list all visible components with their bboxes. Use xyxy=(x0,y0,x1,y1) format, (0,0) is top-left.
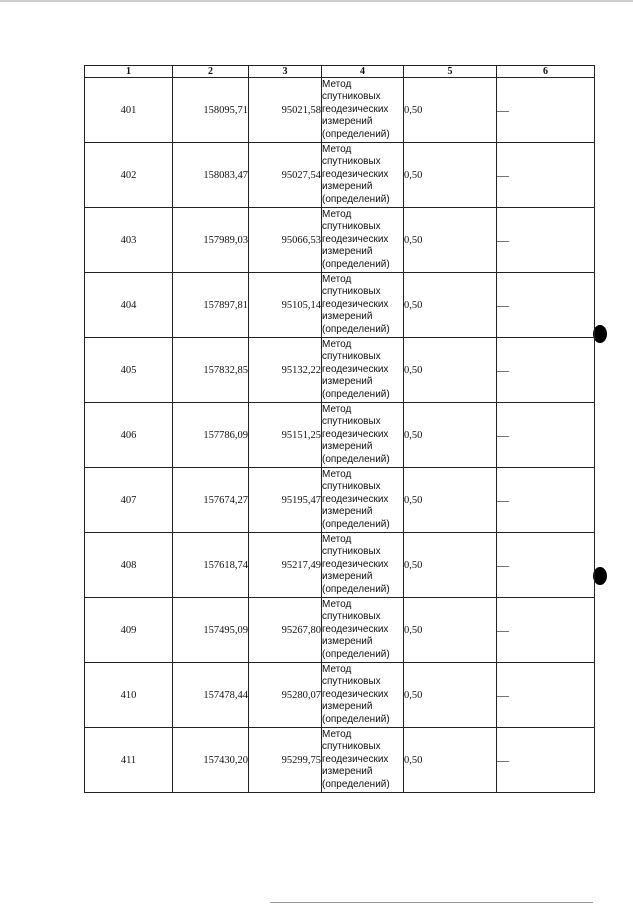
y-coordinate-cell: 95132,22 xyxy=(249,338,322,403)
method-text-line: спутниковых xyxy=(322,611,381,623)
note-cell: — xyxy=(497,728,595,793)
method-cell xyxy=(322,533,404,598)
accuracy-cell: 0,50 xyxy=(404,78,497,143)
x-coordinate-cell: 157430,20 xyxy=(173,728,249,793)
method-text-line: измерений xyxy=(322,571,373,583)
note-cell: — xyxy=(497,663,595,728)
note-cell: — xyxy=(497,403,595,468)
point-number-cell: 401 xyxy=(85,78,173,143)
method-text-line: спутниковых xyxy=(322,741,381,753)
method-text-line: (определений) xyxy=(322,778,390,790)
page-top-edge xyxy=(0,0,633,2)
y-coordinate-cell: 95217,49 xyxy=(249,533,322,598)
note-cell: — xyxy=(497,468,595,533)
method-text-line: Метод xyxy=(322,598,352,610)
accuracy-cell: 0,50 xyxy=(404,338,497,403)
method-text-line: измерений xyxy=(322,636,373,648)
y-coordinate-cell: 95195,47 xyxy=(249,468,322,533)
accuracy-cell: 0,50 xyxy=(404,598,497,663)
method-text-line: измерений xyxy=(322,311,373,323)
method-text-line: (определений) xyxy=(322,583,390,595)
method-text-line: (определений) xyxy=(322,453,390,465)
column-header: 2 xyxy=(173,66,249,78)
method-text-line: спутниковых xyxy=(322,286,381,298)
method-text-line: измерений xyxy=(322,246,373,258)
y-coordinate-cell: 95299,75 xyxy=(249,728,322,793)
scan-hole-mark xyxy=(593,567,607,585)
note-cell: — xyxy=(497,533,595,598)
point-number-cell: 410 xyxy=(85,663,173,728)
y-coordinate-cell: 95105,14 xyxy=(249,273,322,338)
accuracy-cell: 0,50 xyxy=(404,468,497,533)
accuracy-cell: 0,50 xyxy=(404,273,497,338)
method-cell xyxy=(322,78,404,143)
table-row xyxy=(85,403,595,468)
method-cell xyxy=(322,728,404,793)
note-cell: — xyxy=(497,598,595,663)
table-header-row xyxy=(85,66,595,78)
method-text-line: Метод xyxy=(322,728,352,740)
method-text-line: геодезических xyxy=(322,363,389,375)
method-text-line: (определений) xyxy=(322,258,390,270)
method-text-line: измерений xyxy=(322,376,373,388)
method-text-line: Метод xyxy=(322,338,352,350)
method-text-line: (определений) xyxy=(322,193,390,205)
method-cell xyxy=(322,663,404,728)
method-text-line: Метод xyxy=(322,468,352,480)
y-coordinate-cell: 95027,54 xyxy=(249,143,322,208)
x-coordinate-cell: 157832,85 xyxy=(173,338,249,403)
method-text-line: спутниковых xyxy=(322,546,381,558)
x-coordinate-cell: 158083,47 xyxy=(173,143,249,208)
point-number-cell: 406 xyxy=(85,403,173,468)
table-row xyxy=(85,663,595,728)
column-header: 1 xyxy=(85,66,173,78)
method-text-line: измерений xyxy=(322,116,373,128)
method-cell xyxy=(322,598,404,663)
method-text-line: геодезических xyxy=(322,168,389,180)
method-text-line: спутниковых xyxy=(322,221,381,233)
method-text-line: спутниковых xyxy=(322,91,381,103)
accuracy-cell: 0,50 xyxy=(404,663,497,728)
table-row xyxy=(85,208,595,273)
coordinates-table xyxy=(84,65,595,793)
method-text-line: спутниковых xyxy=(322,351,381,363)
method-text-line: измерений xyxy=(322,766,373,778)
x-coordinate-cell: 157495,09 xyxy=(173,598,249,663)
y-coordinate-cell: 95267,80 xyxy=(249,598,322,663)
method-text-line: геодезических xyxy=(322,688,389,700)
method-text-line: геодезических xyxy=(322,623,389,635)
x-coordinate-cell: 157897,81 xyxy=(173,273,249,338)
table-row xyxy=(85,598,595,663)
method-text-line: геодезических xyxy=(322,753,389,765)
x-coordinate-cell: 157989,03 xyxy=(173,208,249,273)
y-coordinate-cell: 95151,25 xyxy=(249,403,322,468)
point-number-cell: 405 xyxy=(85,338,173,403)
column-header: 6 xyxy=(497,66,595,78)
x-coordinate-cell: 157786,09 xyxy=(173,403,249,468)
page-bottom-edge xyxy=(270,902,593,903)
method-text-line: (определений) xyxy=(322,323,390,335)
note-cell: — xyxy=(497,78,595,143)
scan-hole-mark xyxy=(593,325,607,343)
table-row xyxy=(85,533,595,598)
method-text-line: геодезических xyxy=(322,558,389,570)
column-header: 3 xyxy=(249,66,322,78)
method-text-line: (определений) xyxy=(322,713,390,725)
table-row xyxy=(85,273,595,338)
method-text-line: измерений xyxy=(322,441,373,453)
method-text-line: (определений) xyxy=(322,518,390,530)
note-cell: — xyxy=(497,273,595,338)
point-number-cell: 411 xyxy=(85,728,173,793)
accuracy-cell: 0,50 xyxy=(404,143,497,208)
y-coordinate-cell: 95021,58 xyxy=(249,78,322,143)
method-text-line: Метод xyxy=(322,403,352,415)
method-text-line: спутниковых xyxy=(322,416,381,428)
method-text-line: геодезических xyxy=(322,298,389,310)
method-cell xyxy=(322,273,404,338)
method-text-line: Метод xyxy=(322,208,352,220)
method-text-line: (определений) xyxy=(322,388,390,400)
point-number-cell: 404 xyxy=(85,273,173,338)
point-number-cell: 403 xyxy=(85,208,173,273)
method-text-line: Метод xyxy=(322,533,352,545)
method-text-line: спутниковых xyxy=(322,676,381,688)
point-number-cell: 407 xyxy=(85,468,173,533)
x-coordinate-cell: 157618,74 xyxy=(173,533,249,598)
point-number-cell: 408 xyxy=(85,533,173,598)
accuracy-cell: 0,50 xyxy=(404,533,497,598)
method-cell xyxy=(322,403,404,468)
method-text-line: Метод xyxy=(322,273,352,285)
method-cell xyxy=(322,468,404,533)
column-header: 5 xyxy=(404,66,497,78)
method-cell xyxy=(322,338,404,403)
y-coordinate-cell: 95066,53 xyxy=(249,208,322,273)
method-text-line: (определений) xyxy=(322,648,390,660)
method-text-line: (определений) xyxy=(322,128,390,140)
note-cell: — xyxy=(497,338,595,403)
method-text-line: геодезических xyxy=(322,493,389,505)
table-row xyxy=(85,338,595,403)
method-text-line: Метод xyxy=(322,143,352,155)
x-coordinate-cell: 157478,44 xyxy=(173,663,249,728)
method-text-line: спутниковых xyxy=(322,481,381,493)
method-text-line: спутниковых xyxy=(322,156,381,168)
x-coordinate-cell: 158095,71 xyxy=(173,78,249,143)
method-text-line: измерений xyxy=(322,701,373,713)
method-text-line: геодезических xyxy=(322,103,389,115)
accuracy-cell: 0,50 xyxy=(404,728,497,793)
method-text-line: Метод xyxy=(322,663,352,675)
table-row xyxy=(85,468,595,533)
accuracy-cell: 0,50 xyxy=(404,403,497,468)
y-coordinate-cell: 95280,07 xyxy=(249,663,322,728)
method-cell xyxy=(322,208,404,273)
method-text-line: геодезических xyxy=(322,428,389,440)
method-text-line: измерений xyxy=(322,506,373,518)
table-row xyxy=(85,143,595,208)
method-cell xyxy=(322,143,404,208)
method-text-line: измерений xyxy=(322,181,373,193)
note-cell: — xyxy=(497,208,595,273)
accuracy-cell: 0,50 xyxy=(404,208,497,273)
table-row xyxy=(85,728,595,793)
method-text-line: геодезических xyxy=(322,233,389,245)
x-coordinate-cell: 157674,27 xyxy=(173,468,249,533)
point-number-cell: 409 xyxy=(85,598,173,663)
column-header: 4 xyxy=(322,66,404,78)
method-text-line: Метод xyxy=(322,78,352,90)
table-row xyxy=(85,78,595,143)
point-number-cell: 402 xyxy=(85,143,173,208)
note-cell: — xyxy=(497,143,595,208)
